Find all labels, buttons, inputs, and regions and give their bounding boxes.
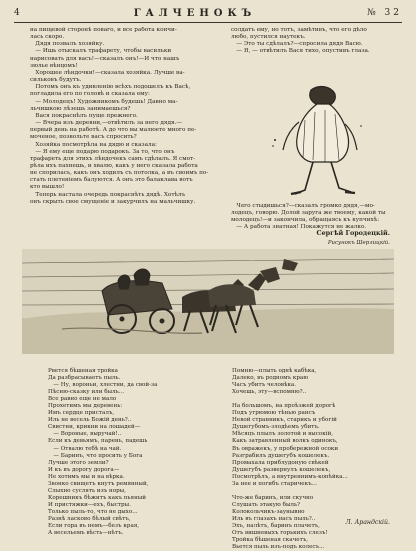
poem-right-column: Помню—плыть однѣ кабѣка, Далеко, въ родномъ краю Часъ убитъ человѣка. Хочешь, эту—вспомню?.. На большомъ, на проѣзжей дорогѣ Подъ угрюмою тѣнью рансъ Невой странникъ, старикъ и убогій Душегубомъ-злодѣемъ убитъ. Мѣсяцъ плылъ золотой и высокій, Какъ затравленный волкъ одинокъ, Въ овражекъ, у пробережной осоки Разграбилъ душегубъ кошелекъ. Промахала приблудоную свѣкей Душегубъ развернулъ кошелекъ, Посмотрѣлъ, а внутреннимъ-копѣйка... За нее и погибъ старичекъ... Что-же баринъ, или скучно Слушать этакую быль? Колокольчикъ-заунывно Иль въ глазахъ насъ пыль?.. Эхъ, налѣтъ, баринъ плачетъ, Отъ вишневыхъ горькихъ слезъ! Тройка бѣшеная скачетъ, Вьется пыль изъ-подъ колесъ...: [232, 368, 348, 551]
story-author: Сергѣй Городецкій.: [316, 229, 390, 237]
issue-number: № 32: [367, 8, 402, 18]
page-number: 4: [14, 8, 23, 18]
story-right-column: солдатъ ему, но тотъ, замѣтивъ, что его дѣло любо, пустился наутекъ. — Это ты сдѣлалъ?—спросила дядя Васю. — Я, — отвѣтилъ Вася тихо, опустивъ глаза.: [231, 27, 370, 55]
story-caption: Чего стыдишься?—сказалъ громко дядя,—мо- лодецъ, говорю. Долой заруга же твоему, какой ты молодецъ!—и закончила, обращаясь къ купчихѣ: — А работа знатная! Покажутся не жалко.: [231, 203, 386, 231]
story-artist-credit: Рисунокъ Шерлицкій.: [327, 240, 390, 246]
boy-illustration: [255, 80, 380, 200]
poem-left-column: Рвется бѣшеная тройка Да разбрасываетъ пыль. — Ну, вороньи, хлестни, да свой-за Пѣсню-сказку или быль... Все равно еще не мало Прохетимъ мы деревень: Имъ сердце присталъ, Иль не весель Божій день?.. Свистни, крикни на лошадей— — Вороные, выручай!.. Если къ девьямъ, парень, падешь — Отвалю тебѣ на чай. — Баринъ, что просить у Бога Лучше этого земли? И къ въ дорогу дорога— Не хотимъ мы и на вѣрка. Звонко свищетъ кнутъ ремянный, Слыхно суслять изъ норы, Корешникъ бѣжитъ какъ пьяный И пристяжки—ехъ, быстры. Только пыль-то, что не дыхо... Разнѣ ласково бѣлый свѣтъ, Если гора въ немъ—безъ края, А весельемъ вѣсть—нѣтъ.: [48, 368, 158, 537]
story-left-column: на пищевой сторонѣ поваго, и все работа кончи- лась скоро. Дядя позвалъ хозяйку. — Ишь отыскалъ трафарету, чтобы васильки нарисовать для васъ!—сказалъ онъ!—И что нашъ зюлье вѣнцомъ! Хорошее лѣндочки!—сказала хозяйка. Лучше ва- сильковъ будутъ. Потомъ онъ къ удивленію всѣхъ подошелъ къ Васѣ, погладила его по головѣ и сказала ему: — Молодецъ! Художникомъ будешь! Давно ма- льчишкою лѣзешь занимаешься? Вася покраснѣлъ пуще прежнего. — Вчера изъ деревни,—отвѣтилъ за него дядя.— первый день на работѣ. А до что вы малюете много пе- моченое, позвольте васъ спросить? Хозяйка посмотрѣла на дядю и сказала: — Я ему еще подарю подарокъ. За то, что онъ трафареть для этихъ лѣндочекъ самъ сдѣлалъ. Я смот- рѣла ихъ пахнешь, и хвалю, какъ у него сказала работа не спорилась, какъ онъ ходилъ съ потолка, а въ своимъ по- стать плетеніемъ балуются. А онъ это балаклава вотъ кто вышло! Теперь настала очередь покраснѣть дядѣ. Хотѣлъ онъ скрыть свое смущеніе и закурчилъ на мальчишку.: [30, 27, 209, 205]
magazine-title: ГАЛЧЕНОКЪ: [133, 7, 257, 19]
page-header: [14, 4, 402, 23]
troika-illustration: [22, 249, 394, 354]
poem-author: Л. Арандскій.: [345, 519, 390, 526]
